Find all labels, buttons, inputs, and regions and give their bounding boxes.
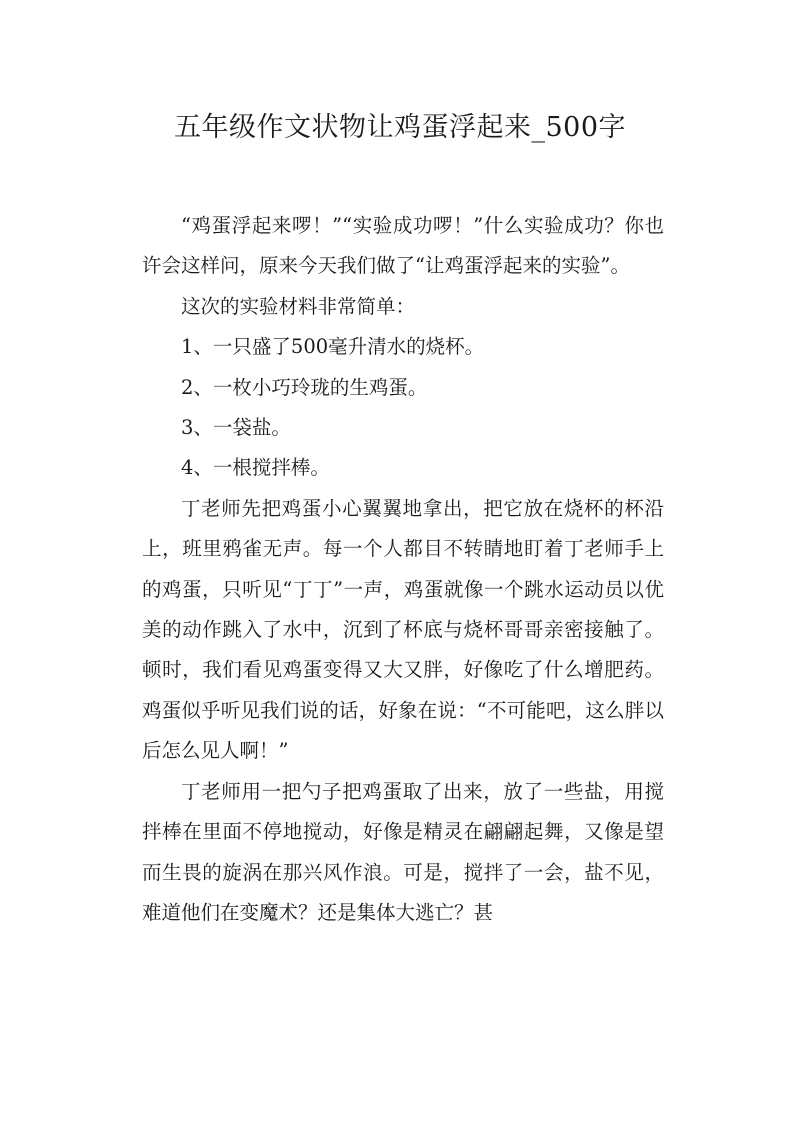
- list-item-material-3: 3、一袋盐。: [181, 416, 291, 440]
- paragraph-intro: “鸡蛋浮起来啰！”“实验成功啰！”什么实验成功？你也许会这样问，原来今天我们做了“让鸡蛋浮起来的实验”。: [142, 214, 664, 278]
- list-item-material-1: 1、一只盛了500毫升清水的烧杯。: [181, 335, 485, 359]
- document-body: [142, 206, 664, 933]
- paragraph-egg-drop: 丁老师先把鸡蛋小心翼翼地拿出，把它放在烧杯的杯沿上，班里鸦雀无声。每一个人都目不转睛地盯着丁老师手上的鸡蛋，只听见“丁丁”一声，鸡蛋就像一个跳水运动员以优美的动作跳入了水中，沉到了杯底与烧杯哥哥亲密接触了。顿时，我们看见鸡蛋变得又大又胖，好像吃了什么增肥药。鸡蛋似乎听见我们说的话，好象在说：“不可能吧，这么胖以后怎么见人啊！”: [142, 496, 664, 763]
- list-item-material-2: 2、一枚小巧玲珑的生鸡蛋。: [181, 375, 428, 399]
- paragraph-salt-stirring: 丁老师用一把勺子把鸡蛋取了出来，放了一些盐，用搅拌棒在里面不停地搅动，好像是精灵在翩翩起舞，又像是望而生畏的旋涡在那兴风作浪。可是，搅拌了一会，盐不见，难道他们在变魔术？还是集体大逃亡？甚: [142, 779, 664, 924]
- list-item-material-4: 4、一根搅拌棒。: [181, 456, 330, 480]
- document-title: 五年级作文状物让鸡蛋浮起来_500字: [173, 112, 627, 143]
- paragraph-materials-heading: 这次的实验材料非常简单：: [181, 294, 416, 318]
